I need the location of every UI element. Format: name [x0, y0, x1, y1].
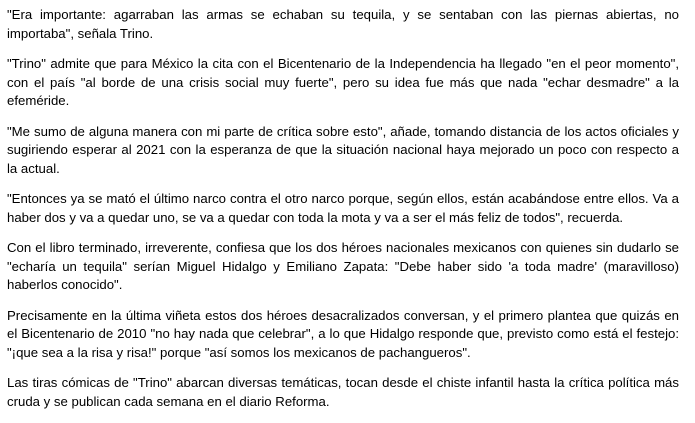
article-paragraph: Con el libro terminado, irreverente, confiesa que los dos héroes nacionales mexicanos con quienes sin dudarlo se "echaría un tequila" serían Miguel Hidalgo y Emiliano Zapata: "Debe haber sido 'a toda madre' (maravilloso) haberlos conocido".	[7, 240, 679, 292]
article-paragraph: Precisamente en la última viñeta estos dos héroes desacralizados conversan, y el primero plantea que quizás en el Bicentenario de 2010 "no hay nada que celebrar", a lo que Hidalgo responde que, previsto como está el festejo: "¡que sea a la risa y risa!" porque "así somos los mexicanos de pachangueros".	[7, 307, 679, 360]
article-paragraph: "Era importante: agarraban las armas se echaban su tequila, y se sentaban con las piernas abiertas, no importaba", señala Trino.	[7, 7, 679, 41]
article-paragraph: "Me sumo de alguna manera con mi parte de crítica sobre esto", añade, tomando distancia de los actos oficiales y sugiriendo esperar al 2021 con la esperanza de que la situación nacional haya mejorado un poco con respecto a la actual.	[7, 123, 679, 176]
article-paragraph: "Entonces ya se mató el último narco contra el otro narco porque, según ellos, están acabándose entre ellos. Va a haber dos y va a quedar uno, se va a quedar con toda la mota y va a ser el más feliz de todos", recuerda.	[7, 191, 679, 225]
article-paragraph: "Trino" admite que para México la cita con el Bicentenario de la Independencia ha llegado "en el peor momento", con el país "al borde de una crisis social muy fuerte", pero su idea fue más que nada "echar desmadre" a la efeméride.	[7, 56, 679, 108]
article-paragraph: Las tiras cómicas de "Trino" abarcan diversas temáticas, tocan desde el chiste infantil hasta la crítica política más cruda y se publican cada semana en el diario Reforma.	[7, 375, 679, 409]
article-body	[7, 6, 679, 423]
